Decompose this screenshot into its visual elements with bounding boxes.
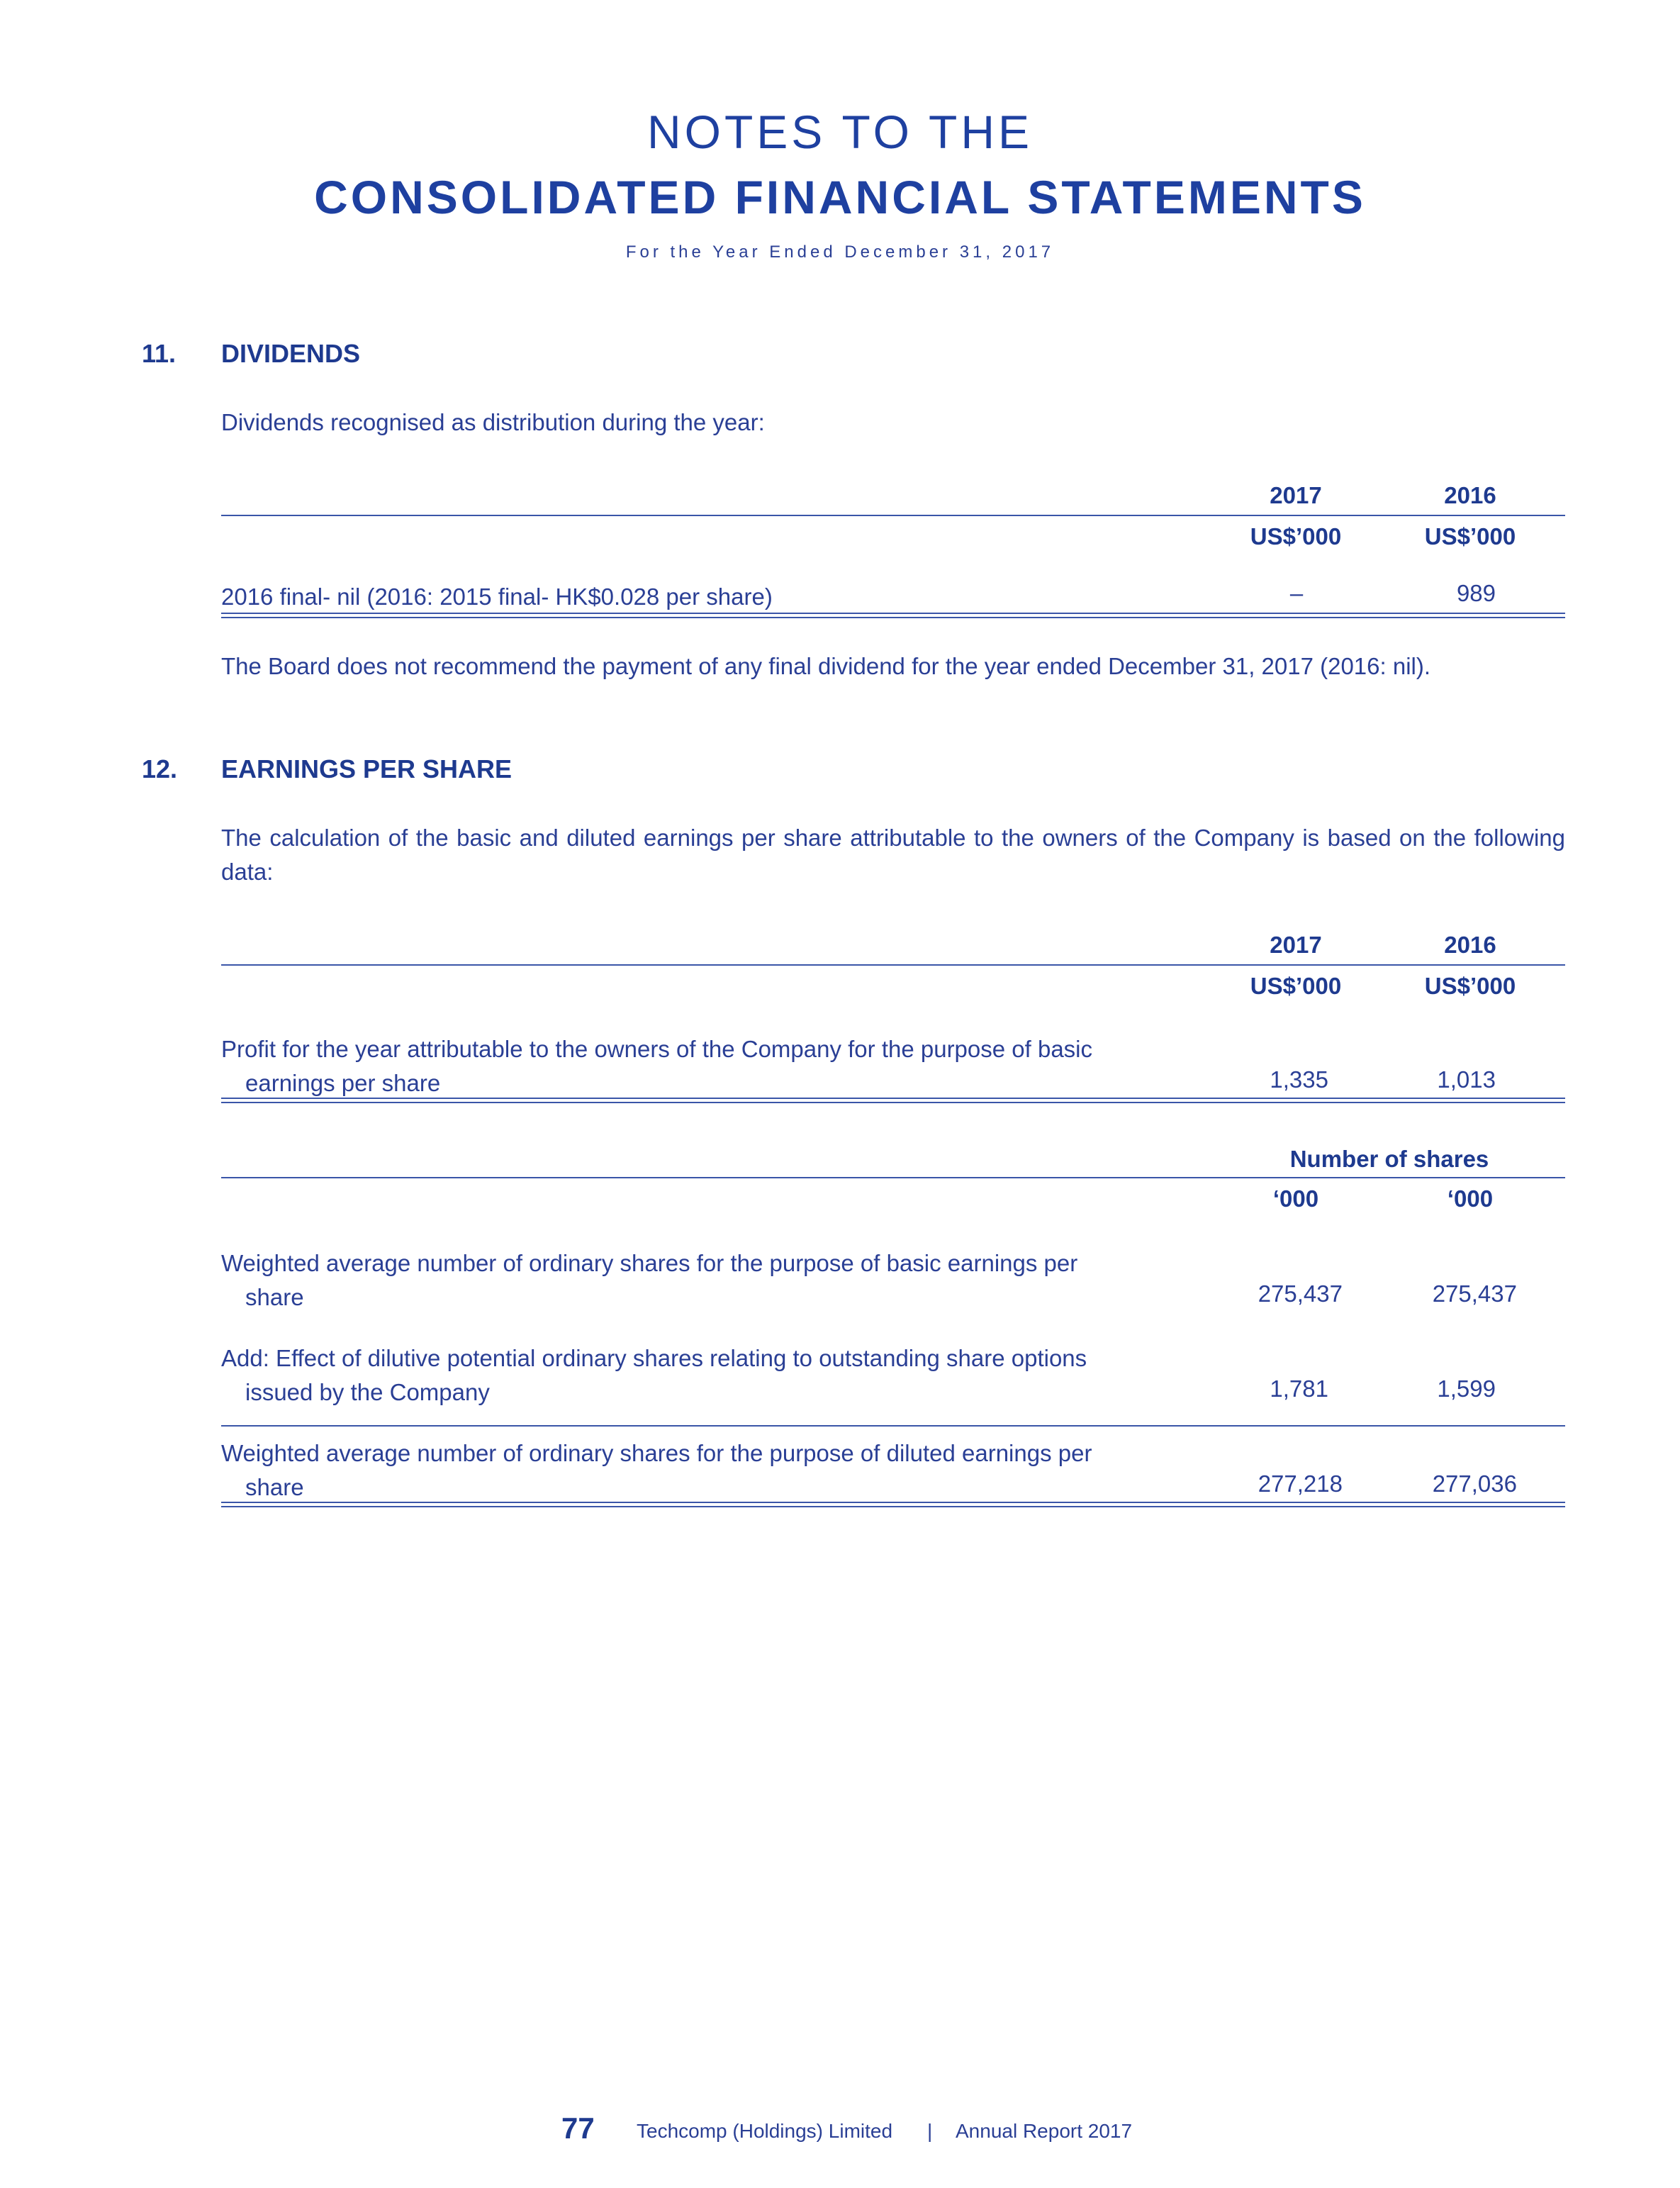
footer-separator: | [927,2120,933,2142]
shares-row-diluted-2017: 277,218 [1258,1470,1343,1497]
shares-row-basic-label-line1: Weighted average number of ordinary shares for the purpose of basic earnings per [221,1250,1078,1276]
eps-col-unit-2016: US$’000 [1424,973,1516,999]
section-11-intro: Dividends recognised as distribution during the year: [221,409,765,435]
section-11-note: The Board does not recommend the payment of any final dividend for the year ended December 31, 2017 (2016: nil). [221,653,1431,679]
profit-row-2017: 1,335 [1270,1066,1328,1093]
page-title-line1: NOTES TO THE [646,106,1034,158]
shares-row-dilutive-2017: 1,781 [1270,1375,1328,1402]
dividends-header-rule [221,515,1565,516]
profit-row-2016: 1,013 [1437,1066,1496,1093]
page-number: 77 [561,2111,595,2145]
shares-row-diluted-label-line2: share [245,1474,304,1500]
shares-row-dilutive-2016: 1,599 [1437,1375,1496,1402]
shares-total-double-rule [221,1502,1565,1507]
dividends-col-year-2016: 2016 [1444,482,1496,508]
footer-company: Techcomp (Holdings) Limited [637,2120,893,2142]
shares-row-basic-2017: 275,437 [1258,1280,1343,1307]
shares-subtotal-rule [221,1425,1565,1427]
section-11-title: DIVIDENDS [221,339,361,368]
shares-row-basic-label [221,1246,1077,1315]
section-12-intro: The calculation of the basic and diluted earnings per share attributable to the owners of the Company is based on the following data: [221,825,1565,885]
shares-col-unit-2017: ‘000 [1272,1185,1319,1212]
shares-col-unit-2016: ‘000 [1447,1185,1494,1212]
section-12-title: EARNINGS PER SHARE [221,754,513,783]
eps-header-rule [221,964,1565,966]
profit-row-label [221,1032,1092,1100]
eps-col-unit-2017: US$’000 [1250,973,1342,999]
eps-col-year-2016: 2016 [1444,932,1496,958]
section-11-number: 11. [142,339,177,368]
section-12-number: 12. [142,754,178,783]
shares-row-diluted-label-line1: Weighted average number of ordinary shares for the purpose of diluted earnings per [221,1440,1092,1466]
dividends-total-double-rule [221,613,1565,618]
dividends-row-2016: 989 [1456,580,1496,606]
page-title-line2: CONSOLIDATED FINANCIAL STATEMENTS [314,171,1366,223]
shares-row-dilutive-label-line1: Add: Effect of dilutive potential ordinary shares relating to outstanding share options [221,1345,1087,1371]
dividends-col-year-2017: 2017 [1270,482,1322,508]
profit-row-label-line1: Profit for the year attributable to the owners of the Company for the purpose of basic [221,1036,1093,1062]
shares-row-basic-label-line2: share [245,1284,304,1310]
shares-row-dilutive-label-line2: issued by the Company [245,1379,490,1405]
dividends-row-2017: – [1289,580,1304,606]
shares-header: Number of shares [1289,1146,1489,1172]
shares-row-basic-2016: 275,437 [1432,1280,1517,1307]
shares-row-diluted-2016: 277,036 [1432,1470,1517,1497]
dividends-col-unit-2016: US$’000 [1424,523,1516,549]
shares-row-diluted-label [221,1436,1092,1505]
page-subtitle: For the Year Ended December 31, 2017 [625,242,1055,262]
shares-row-dilutive-label [221,1341,1087,1410]
eps-col-year-2017: 2017 [1270,932,1322,958]
profit-double-rule [221,1098,1565,1103]
dividends-row-label: 2016 final- nil (2016: 2015 final- HK$0.028 per share) [221,584,773,610]
footer-report: Annual Report 2017 [956,2120,1133,2142]
shares-header-rule [221,1177,1565,1178]
profit-row-label-line2: earnings per share [245,1070,441,1096]
dividends-col-unit-2017: US$’000 [1250,523,1342,549]
